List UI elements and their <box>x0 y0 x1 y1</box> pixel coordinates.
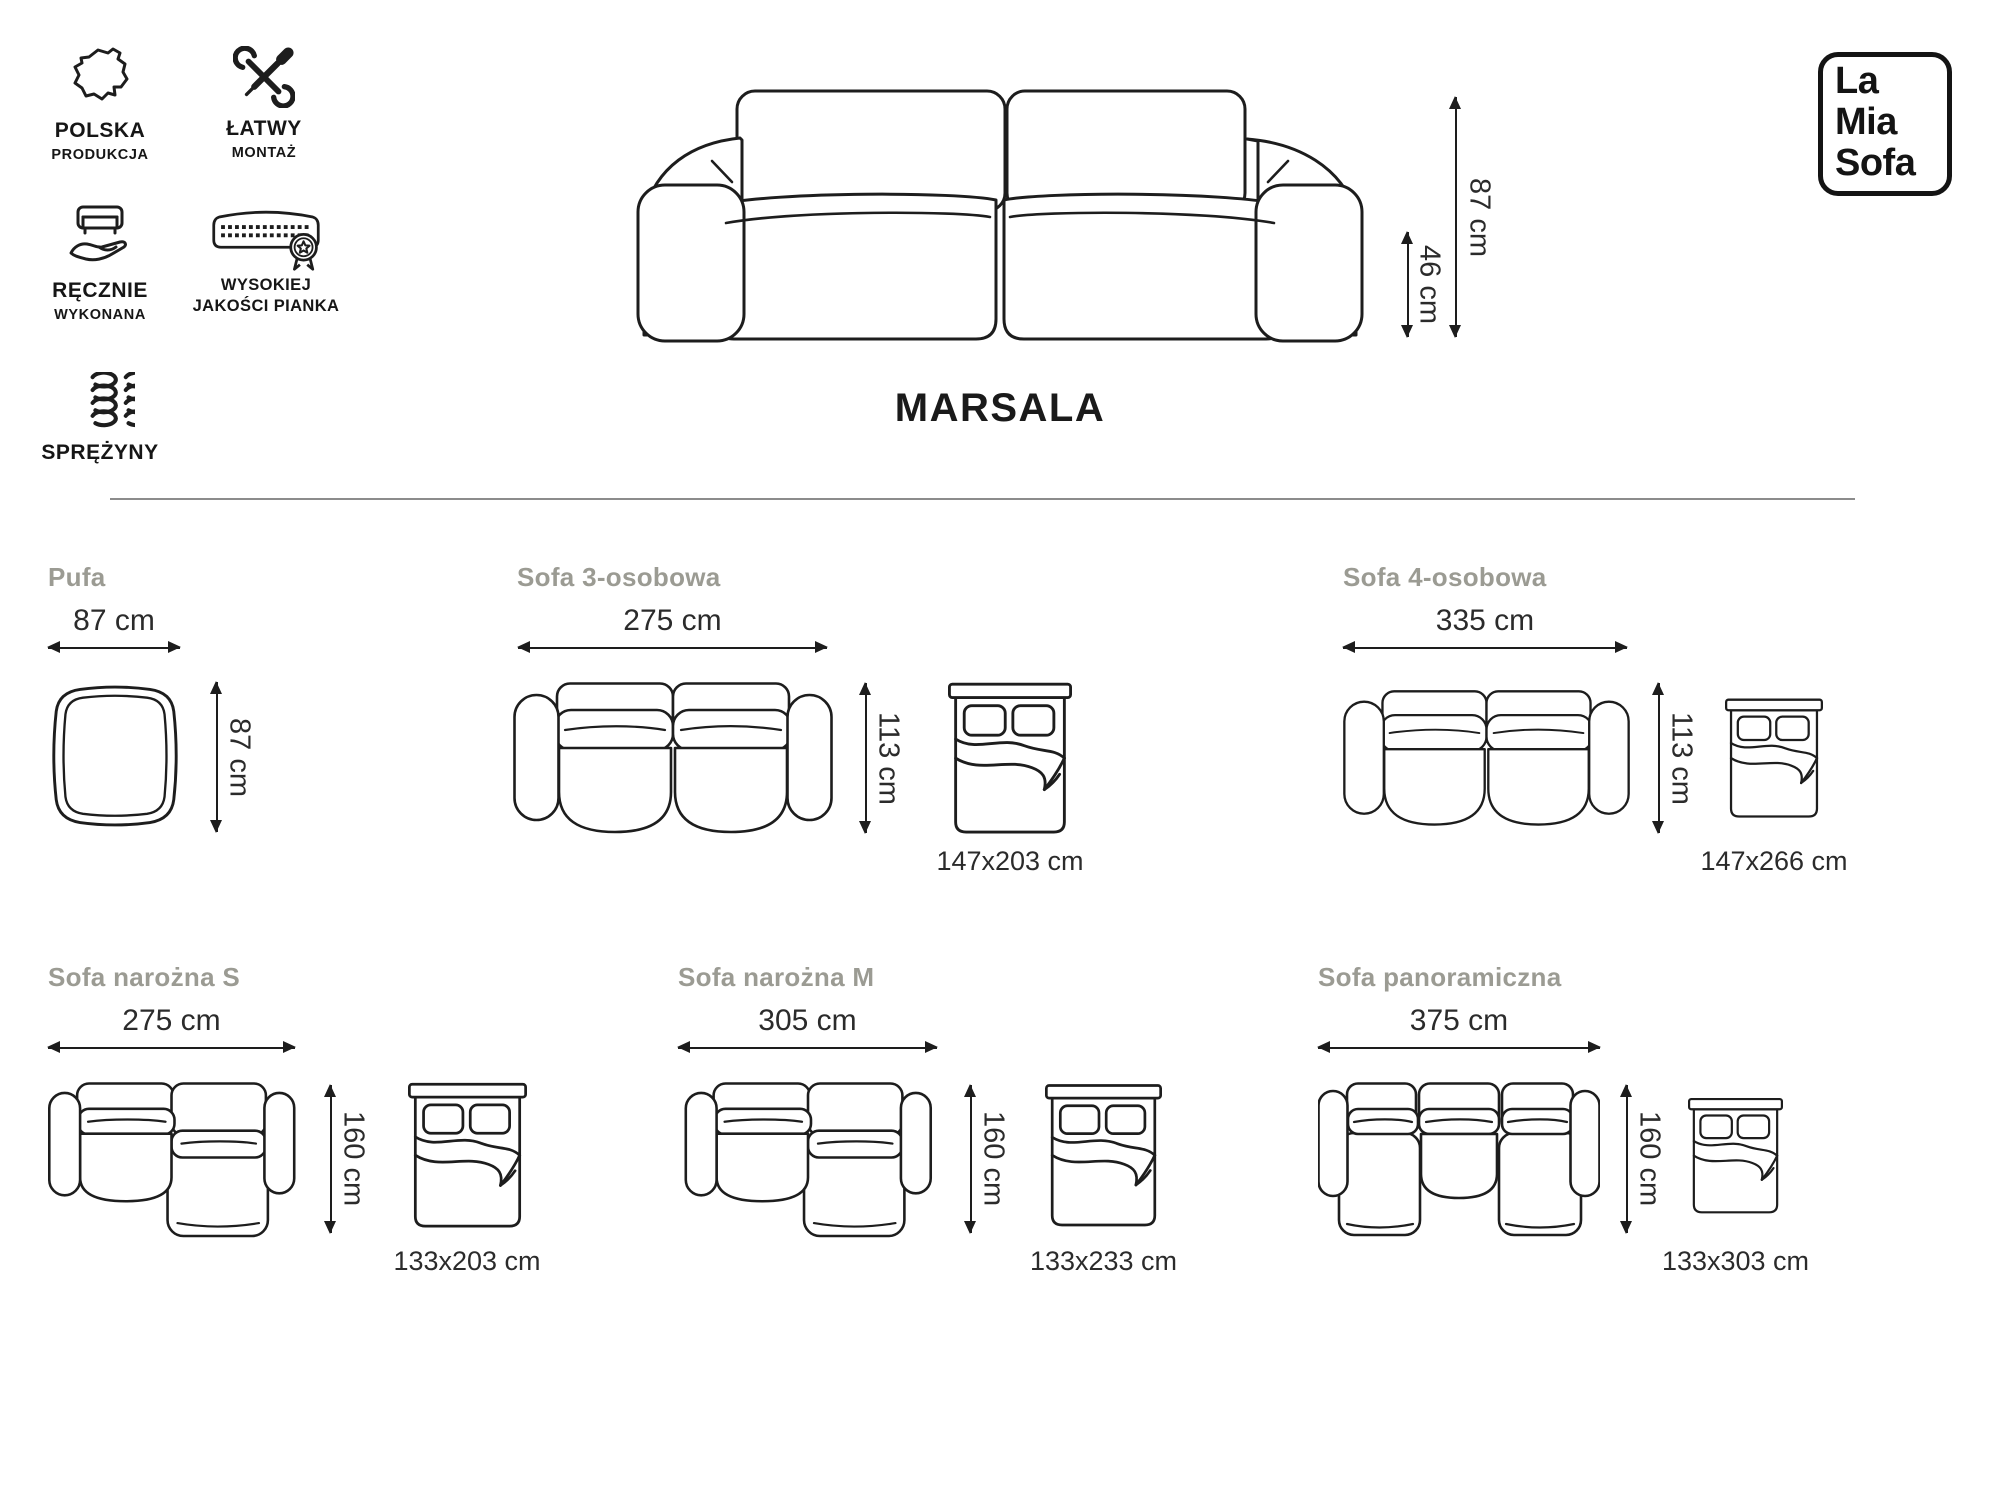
width-arrow <box>1343 647 1627 649</box>
product-name: Pufa <box>48 562 106 592</box>
feature-title: ŁATWY <box>226 117 302 140</box>
seat-height-arrow <box>1407 232 1409 337</box>
feature-title: POLSKA <box>54 119 146 142</box>
depth-dimension-label: 160 cm <box>1633 1111 1666 1207</box>
depth-dimension-label: 87 cm <box>223 717 256 797</box>
depth-dimension-label: 160 cm <box>337 1111 370 1207</box>
corner-sofa-top-view-drawing <box>48 1082 297 1238</box>
divider <box>110 498 1855 500</box>
width-arrow <box>518 647 827 649</box>
product-card-panoramic <box>1310 958 1870 1290</box>
depth-arrow <box>216 682 218 832</box>
bed-size-label: 147x203 cm <box>936 846 1084 876</box>
tools-icon <box>233 46 295 108</box>
seat-height-dimension-label: 46 cm <box>1413 245 1446 324</box>
poland-map-icon <box>68 44 132 110</box>
width-arrow <box>48 647 180 649</box>
bed-icon <box>1725 684 1823 836</box>
product-name: Sofa panoramiczna <box>1318 962 1562 992</box>
product-card-corner-m <box>670 958 1230 1290</box>
width-arrow <box>1318 1047 1600 1049</box>
feature-easy-assembly <box>192 46 336 161</box>
height-arrow <box>1455 97 1457 337</box>
brand-logo <box>1818 52 1952 196</box>
feature-foam-quality <box>184 206 348 316</box>
bed-icon <box>1688 1082 1783 1233</box>
feature-title: SPRĘŻYNY <box>41 441 159 464</box>
height-dimension-label: 87 cm <box>1463 177 1496 257</box>
product-card-pufa <box>40 558 320 890</box>
brand-logo-line: La <box>1835 60 1879 102</box>
brand-logo-line: Mia <box>1835 101 1897 143</box>
sofa-top-view-drawing <box>1343 682 1630 837</box>
brand-logo-line: Sofa <box>1835 142 1916 184</box>
bed-size-label: 133x233 cm <box>1029 1246 1178 1276</box>
width-dimension-label: 335 cm <box>1435 604 1535 637</box>
product-name: Sofa narożna S <box>48 962 241 992</box>
feature-subtitle: MONTAŻ <box>231 145 297 161</box>
springs-icon <box>65 372 135 432</box>
width-dimension-label: 305 cm <box>758 1004 857 1037</box>
width-arrow <box>48 1047 295 1049</box>
sofa-hand-icon <box>66 202 134 270</box>
feature-title: WYSOKIEJ <box>220 276 312 294</box>
feature-subtitle: WYKONANA <box>54 307 146 323</box>
pouf-top-view-drawing <box>47 680 183 832</box>
width-dimension-label: 275 cm <box>623 604 722 637</box>
bed-size-label: 133x303 cm <box>1661 1246 1810 1276</box>
depth-arrow <box>1658 683 1660 833</box>
bed-size-label: 147x266 cm <box>1700 846 1848 876</box>
width-dimension-label: 87 cm <box>73 604 155 637</box>
product-card-corner-s <box>40 958 620 1290</box>
depth-dimension-label: 113 cm <box>1665 711 1698 805</box>
feature-springs <box>30 372 170 465</box>
depth-dimension-label: 113 cm <box>872 711 905 805</box>
width-dimension-label: 275 cm <box>122 1004 221 1037</box>
sofa-top-view-drawing <box>513 682 833 837</box>
feature-poland-production <box>28 44 172 163</box>
product-name: Sofa narożna M <box>678 962 875 992</box>
bed-icon <box>948 682 1072 839</box>
depth-dimension-label: 160 cm <box>977 1111 1010 1207</box>
feature-handmade <box>28 198 172 323</box>
feature-subtitle: PRODUKCJA <box>51 147 149 163</box>
depth-arrow <box>970 1085 972 1233</box>
panoramic-sofa-top-view-drawing <box>1318 1082 1600 1238</box>
bed-size-label: 133x203 cm <box>393 1246 541 1276</box>
corner-sofa-top-view-drawing <box>678 1082 940 1238</box>
feature-subtitle: JAKOŚCI PIANKA <box>192 297 340 315</box>
feature-title: RĘCZNIE <box>52 279 148 302</box>
product-card-sofa-4 <box>1336 558 1866 890</box>
product-name: Sofa 4-osobowa <box>1343 562 1547 592</box>
product-name: Sofa 3-osobowa <box>517 562 721 592</box>
width-dimension-label: 375 cm <box>1409 1004 1509 1037</box>
width-arrow <box>678 1047 937 1049</box>
depth-arrow <box>1626 1085 1628 1233</box>
depth-arrow <box>865 683 867 833</box>
page-title: MARSALA <box>894 386 1106 430</box>
product-card-sofa-3 <box>510 558 1090 890</box>
sofa-front-drawing <box>630 55 1370 345</box>
bed-icon <box>408 1082 527 1233</box>
foam-quality-icon <box>206 206 326 272</box>
bed-icon <box>1045 1082 1162 1233</box>
depth-arrow <box>330 1085 332 1233</box>
